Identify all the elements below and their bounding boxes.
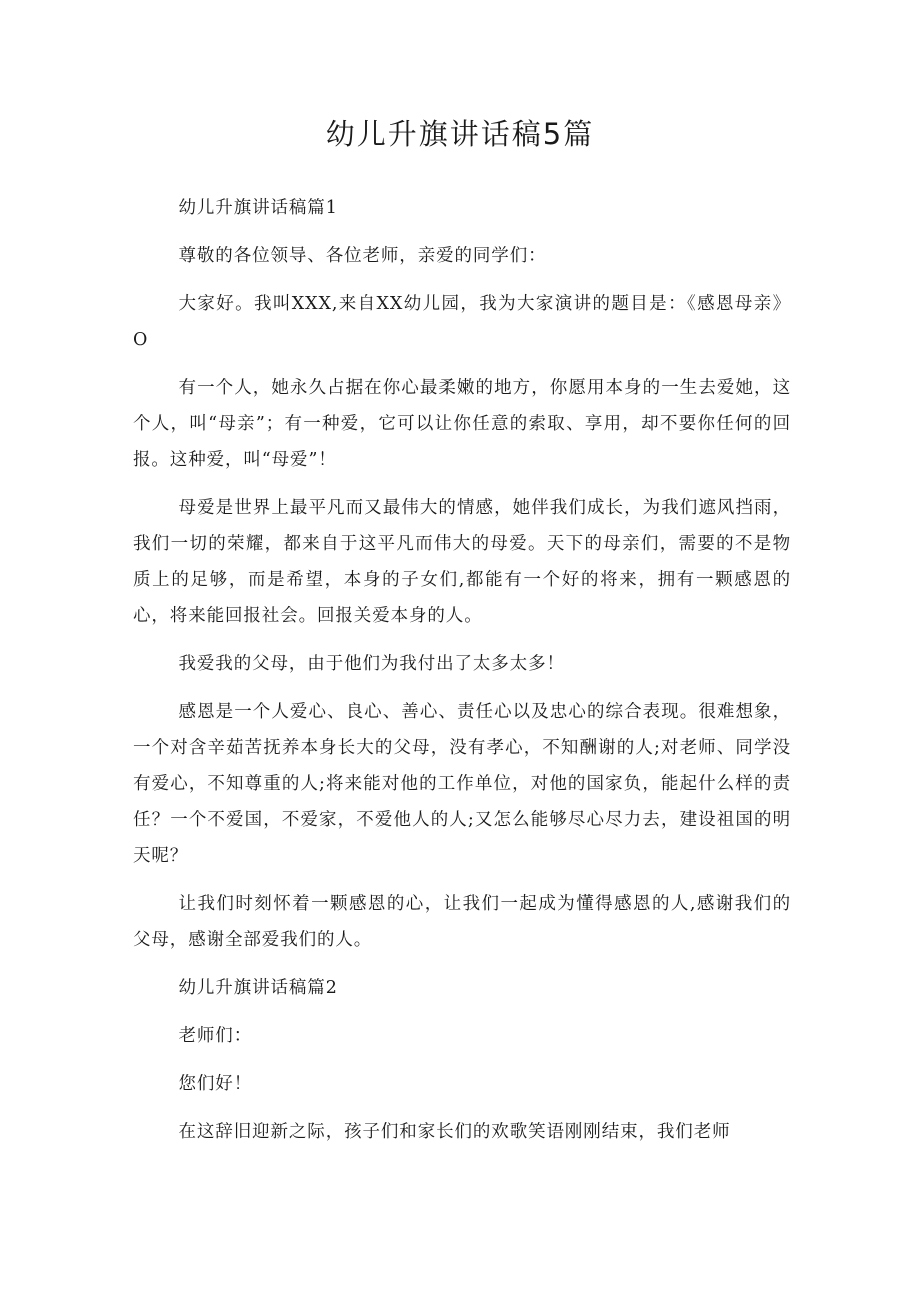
salutation: 老师们： (178, 1026, 253, 1046)
document-title: 幼儿升旗讲话稿5篇 (325, 117, 595, 151)
section-heading-2: 幼儿升旗讲话稿篇2 (178, 978, 338, 998)
paragraph: 在这辞旧迎新之际，孩子们和家长们的欢歌笑语刚刚结束，我们老师 (178, 1122, 731, 1142)
greeting: 您们好！ (178, 1074, 253, 1094)
section-heading-1: 幼儿升旗讲话稿篇1 (178, 198, 338, 218)
paragraph: 大家好。我叫XXX,来自XX幼儿园，我为大家演讲的题目是：《感恩母亲》O (133, 294, 791, 350)
paragraph: 我爱我的父母，由于他们为我付出了太多太多！ (178, 654, 565, 674)
document-body (133, 190, 791, 1162)
salutation: 尊敬的各位领导、各位老师，亲爱的同学们： (178, 246, 547, 266)
paragraph: 感恩是一个人爱心、良心、善心、责任心以及忠心的综合表现。很难想象，一个对含辛茹苦抚养本身长大的父母，没有孝心，不知酬谢的人;对老师、同学没有爱心，不知尊重的人;将来能对他的工作单位，对他的国家负，能起什么样的责任？一个不爱国，不爱家，不爱他人的人;又怎么能够尽心尽力去，建设祖国的明天呢？ (133, 702, 791, 866)
paragraph: 有一个人，她永久占据在你心最柔嫩的地方，你愿用本身的一生去爱她，这个人，叫“母亲”；有一种爱，它可以让你任意的索取、享用，却不要你任何的回报。这种爱，叫“母爱”！ (133, 378, 791, 470)
paragraph: 母爱是世界上最平凡而又最伟大的情感，她伴我们成长，为我们遮风挡雨，我们一切的荣耀，都来自于这平凡而伟大的母爱。天下的母亲们，需要的不是物质上的足够，而是希望，本身的子女们,都能有一个好的将来，拥有一颗感恩的心，将来能回报社会。回报关爱本身的人。 (133, 498, 791, 626)
paragraph: 让我们时刻怀着一颗感恩的心，让我们一起成为懂得感恩的人,感谢我们的父母，感谢全部爱我们的人。 (133, 894, 791, 950)
